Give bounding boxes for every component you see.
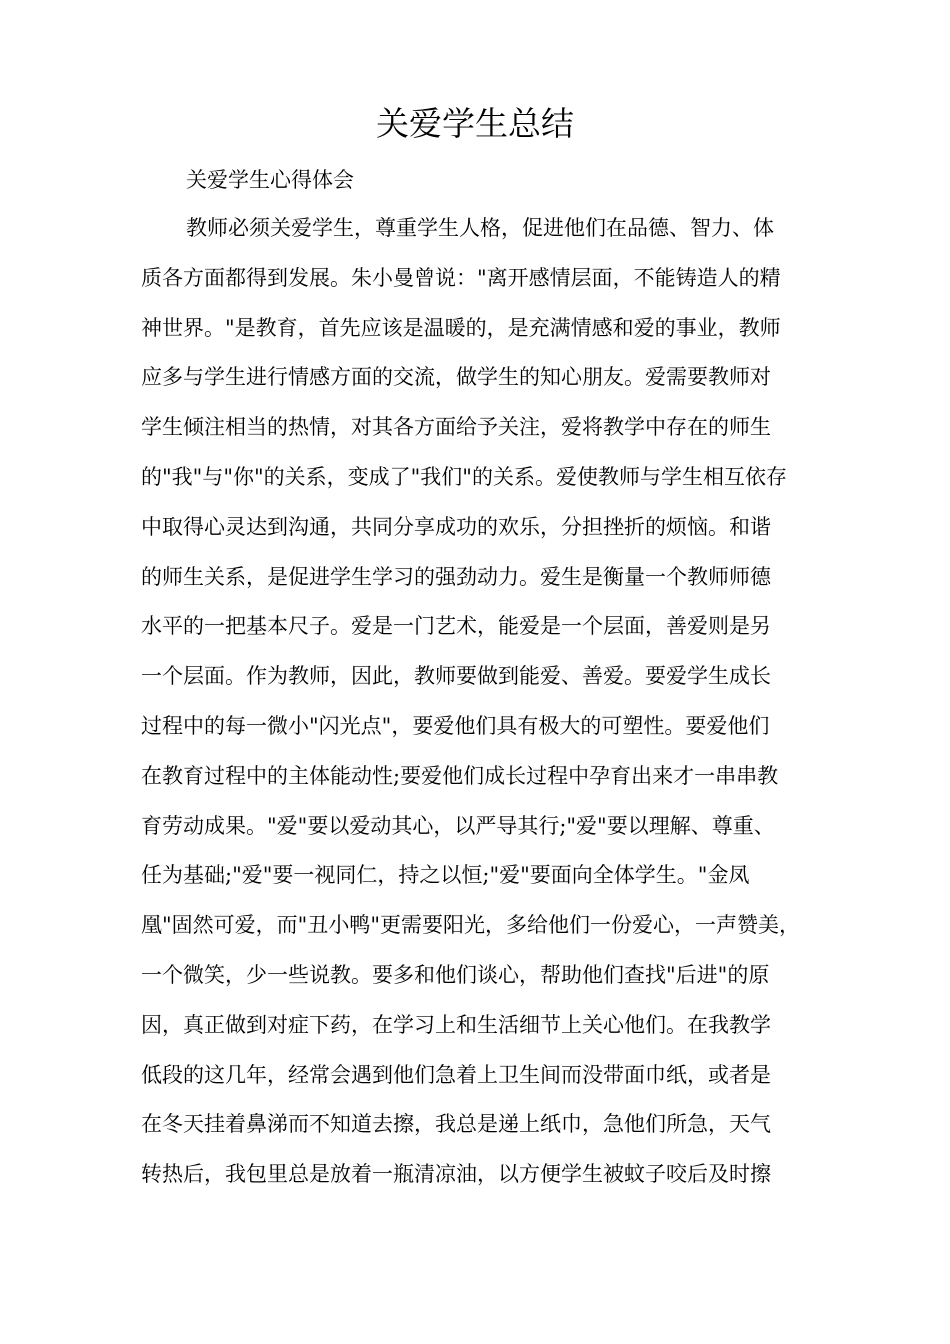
document-title: 关爱学生总结 [376,104,574,143]
body-line: 中取得心灵达到沟通，共同分享成功的欢乐，分担挫折的烦恼。和谐 [141,514,771,539]
body-line: 质各方面都得到发展。朱小曼曾说："离开感情层面，不能铸造人的精 [141,265,781,290]
document-subtitle: 关爱学生心得体会 [186,168,354,192]
body-line: 因，真正做到对症下药，在学习上和生活细节上关心他们。在我教学 [141,1012,771,1037]
body-line: 任为基础;"爱"要一视同仁，持之以恒;"爱"要面向全体学生。"金凤 [141,863,750,888]
body-line: 凰"固然可爱，而"丑小鸭"更需要阳光，多给他们一份爱心，一声赞美， [141,913,800,938]
body-line: 神世界。"是教育，首先应该是温暖的，是充满情感和爱的事业，教师 [141,315,781,340]
body-line: 的师生关系，是促进学生学习的强劲动力。爱生是衡量一个教师师德 [141,564,771,589]
body-paragraph [141,204,831,1200]
body-line: 的"我"与"你"的关系，变成了"我们"的关系。爱使教师与学生相互依存 [141,464,787,489]
body-line: 学生倾注相当的热情，对其各方面给予关注，爱将教学中存在的师生 [141,415,771,440]
body-line: 在冬天挂着鼻涕而不知道去擦，我总是递上纸巾，急他们所急，天气 [141,1112,771,1137]
body-line: 低段的这几年，经常会遇到他们急着上卫生间而没带面巾纸，或者是 [141,1062,771,1087]
body-line: 育劳动成果。"爱"要以爱动其心，以严导其行;"爱"要以理解、尊重、 [141,813,775,838]
body-line: 一个微笑，少一些说教。要多和他们谈心，帮助他们查找"后进"的原 [141,962,770,987]
body-line: 在教育过程中的主体能动性;要爱他们成长过程中孕育出来才一串串教 [141,763,779,788]
body-line: 水平的一把基本尺子。爱是一门艺术，能爱是一个层面，善爱则是另 [141,614,771,639]
body-line: 转热后，我包里总是放着一瓶清凉油，以方便学生被蚊子咬后及时擦 [141,1162,771,1187]
body-line: 一个层面。作为教师，因此，教师要做到能爱、善爱。要爱学生成长 [141,664,771,689]
body-line: 过程中的每一微小"闪光点"，要爱他们具有极大的可塑性。要爱他们 [141,713,770,738]
body-line: 应多与学生进行情感方面的交流，做学生的知心朋友。爱需要教师对 [141,365,771,390]
body-line: 教师必须关爱学生，尊重学生人格，促进他们在品德、智力、体 [186,216,774,240]
